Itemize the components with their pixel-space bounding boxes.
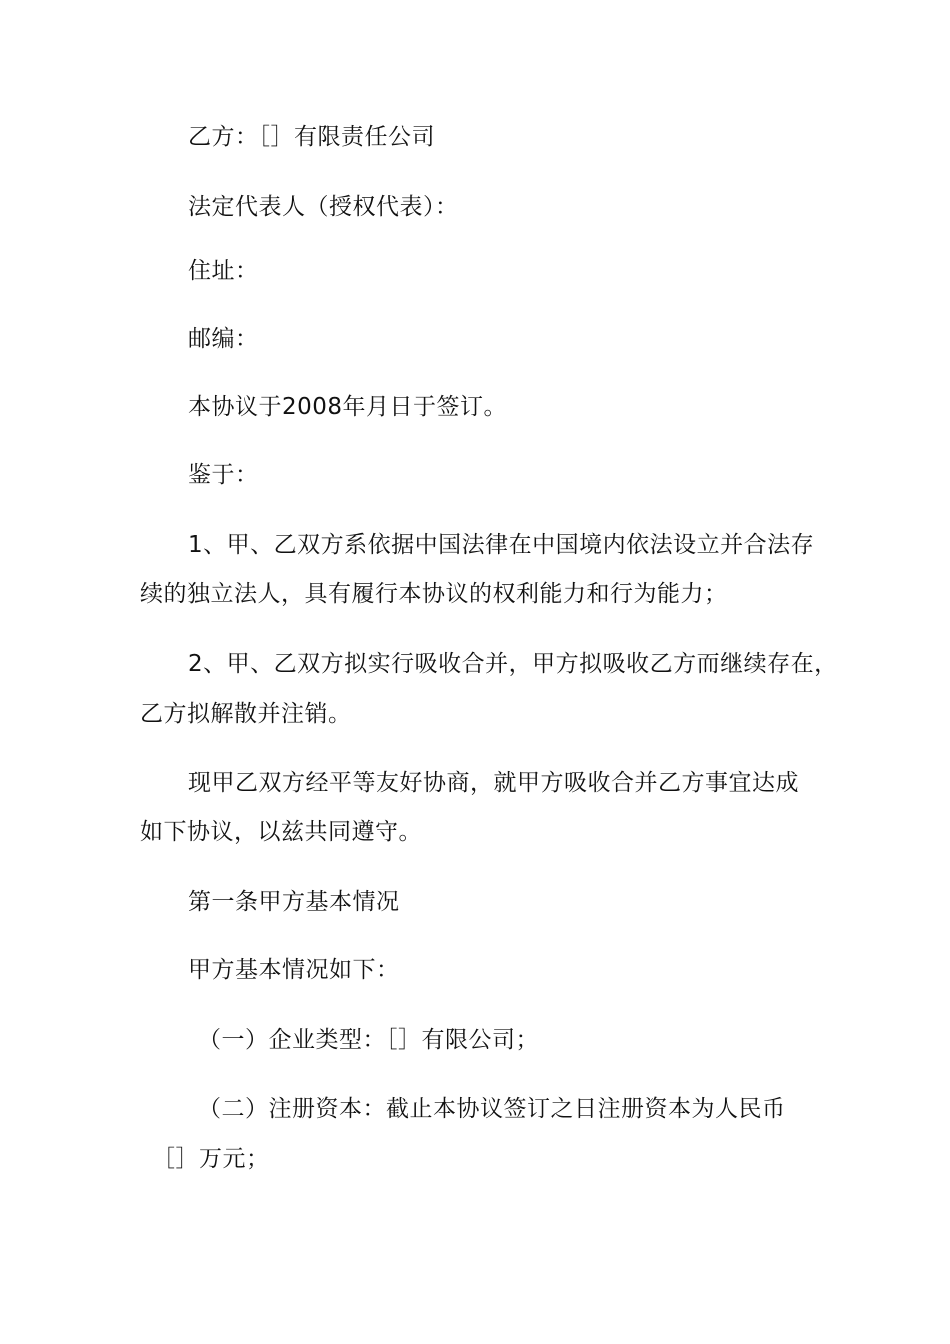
whereas-heading: 鉴于： [188, 462, 259, 488]
party-a-basics-line: 甲方基本情况如下： [188, 957, 400, 983]
agreement-intro-line-2: 如下协议，以兹共同遵守。 [140, 819, 422, 845]
agreement-intro-line-1: 现甲乙双方经平等友好协商，就甲方吸收合并乙方事宜达成 [188, 770, 799, 796]
registered-capital-line-1: （二）注册资本：截止本协议签订之日注册资本为人民币 [198, 1096, 786, 1122]
party-b-line: 乙方：［］有限责任公司 [188, 124, 435, 150]
recital-1-line-1: 1、甲、乙双方系依据中国法律在中国境内依法设立并合法存 [188, 532, 815, 558]
article-1-heading: 第一条甲方基本情况 [188, 889, 400, 915]
recital-1-line-2: 续的独立法人，具有履行本协议的权利能力和行为能力； [140, 581, 728, 607]
enterprise-type-line: （一）企业类型：［］有限公司； [198, 1027, 539, 1053]
registered-capital-line-2: ［］万元； [152, 1146, 270, 1172]
signing-date-line: 本协议于2008年月日于签订。 [188, 394, 508, 420]
legal-representative-line: 法定代表人（授权代表）： [188, 194, 459, 220]
postcode-line: 邮编： [188, 326, 259, 352]
recital-2-line-1: 2、甲、乙双方拟实行吸收合并，甲方拟吸收乙方而继续存在， [188, 651, 838, 677]
recital-2-line-2: 乙方拟解散并注销。 [140, 701, 352, 727]
address-line: 住址： [188, 258, 259, 284]
